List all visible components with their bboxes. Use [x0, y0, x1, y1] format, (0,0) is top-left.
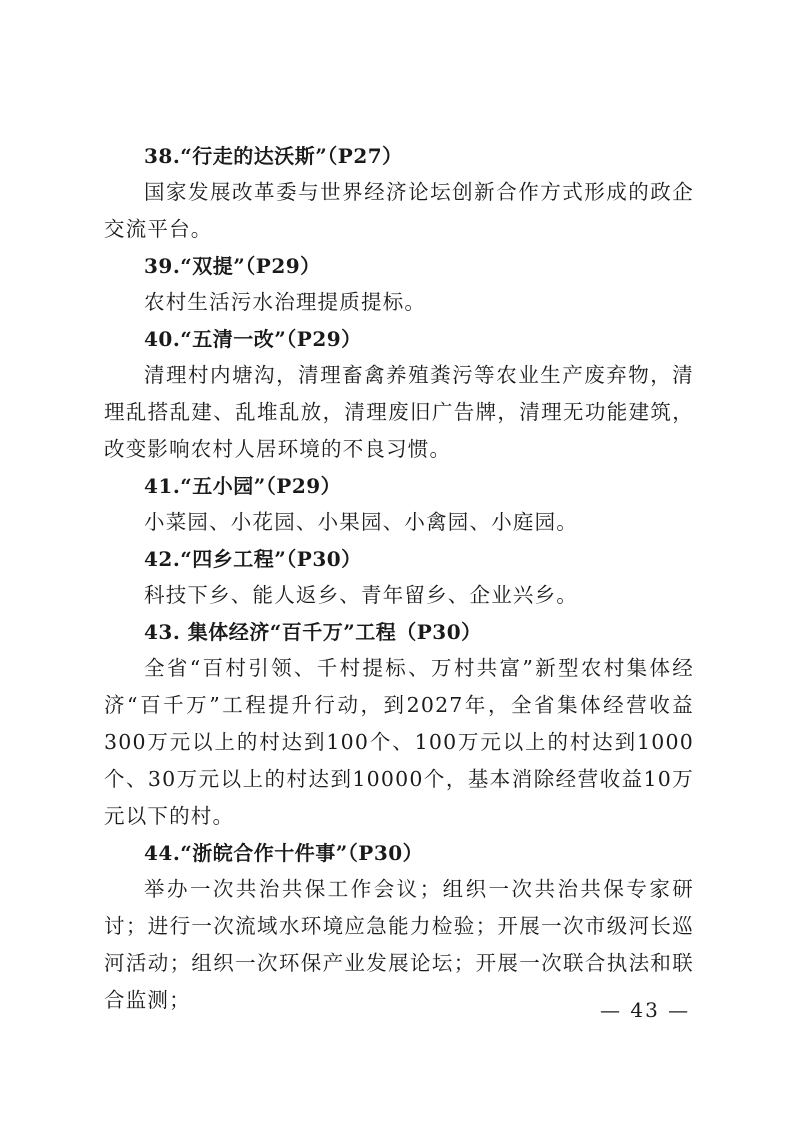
glossary-entry-44 — [104, 835, 694, 1019]
entry-heading: 42.“四乡工程”（P30） — [144, 547, 362, 571]
glossary-entry-42 — [104, 541, 694, 614]
entry-body: 农村生活污水治理提质提标。 — [144, 290, 427, 314]
entry-body: 全省“百村引领、千村提标、万村共富”新型农村集体经济“百千万”工程提升行动，到2027年，全省集体经营收益300万元以上的村达到100个、100万元以上的村达到1000个、30万元以上的村达到10000个，基本消除经营收益10万元以下的村。 — [104, 656, 694, 828]
glossary-entry-41 — [104, 468, 694, 541]
entry-body: 科技下乡、能人返乡、青年留乡、企业兴乡。 — [144, 583, 578, 607]
entry-body: 清理村内塘沟，清理畜禽养殖粪污等农业生产废弃物，清理乱搭乱建、乱堆乱放，清理废旧广告牌，清理无功能建筑，改变影响农村人居环境的不良习惯。 — [104, 363, 694, 461]
document-page — [104, 138, 694, 1019]
entry-heading: 38.“行走的达沃斯”（P27） — [144, 144, 403, 168]
entry-heading: 44.“浙皖合作十件事”（P30） — [144, 841, 424, 865]
entry-heading: 39.“双提”（P29） — [144, 254, 321, 278]
page-number: — 43 — — [600, 998, 691, 1022]
glossary-entry-39 — [104, 248, 694, 321]
entry-heading: 43. 集体经济“百千万”工程（P30） — [144, 620, 482, 644]
entry-body: 国家发展改革委与世界经济论坛创新合作方式形成的政企交流平台。 — [104, 180, 694, 241]
glossary-entry-43 — [104, 614, 694, 835]
glossary-entry-40 — [104, 321, 694, 468]
entry-body: 小菜园、小花园、小果园、小禽园、小庭园。 — [144, 510, 578, 534]
glossary-entry-38 — [104, 138, 694, 248]
entry-heading: 41.“五小园”（P29） — [144, 474, 342, 498]
entry-body: 举办一次共治共保工作会议；组织一次共治共保专家研讨；进行一次流域水环境应急能力检验；开展一次市级河长巡河活动；组织一次环保产业发展论坛；开展一次联合执法和联合监测； — [104, 877, 694, 1012]
entry-heading: 40.“五清一改”（P29） — [144, 327, 362, 351]
